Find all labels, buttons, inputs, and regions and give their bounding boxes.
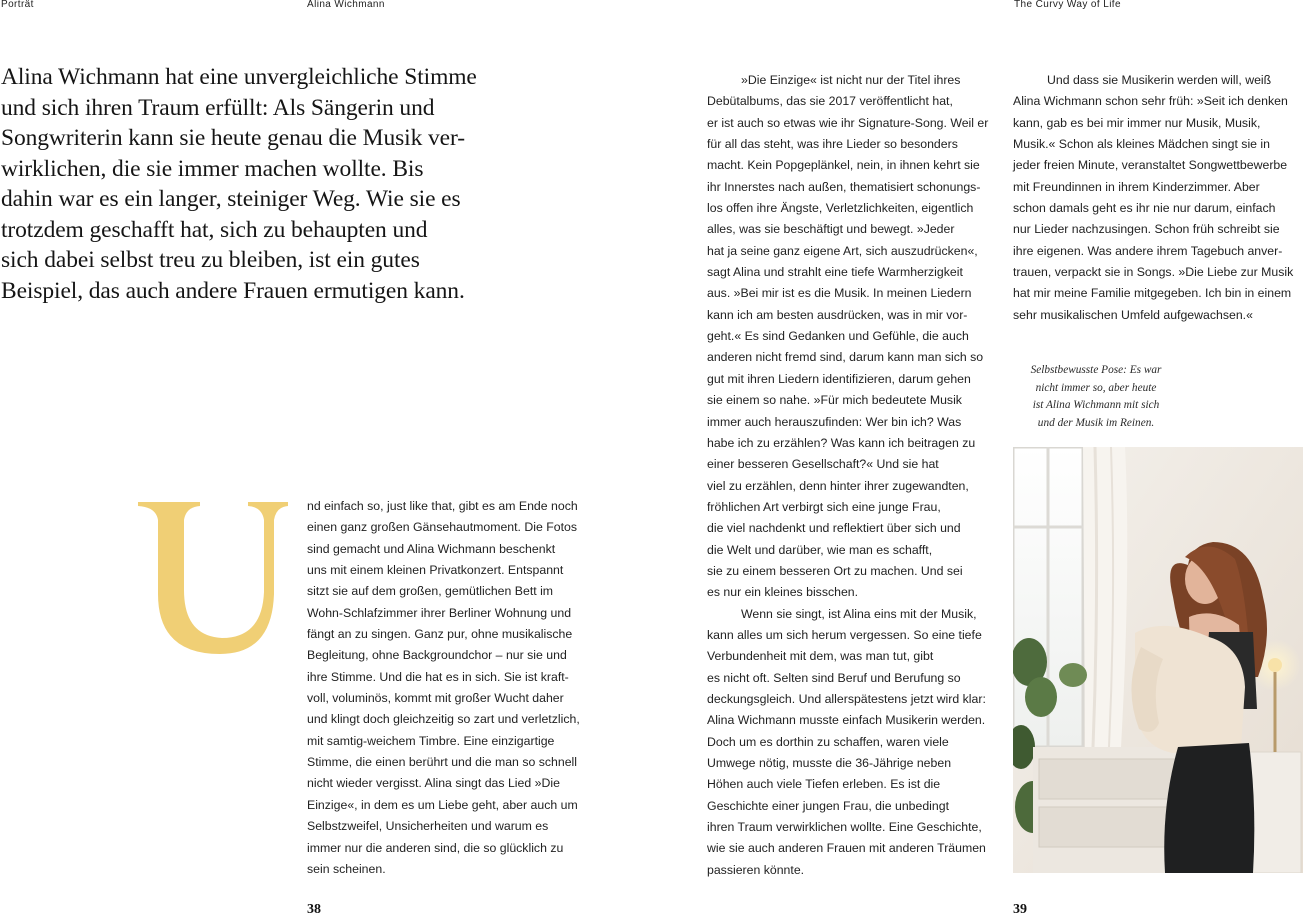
text-line: ihr Innerstes nach außen, thematisiert schonungs- bbox=[707, 179, 981, 194]
caption-line: und der Musik im Reinen. bbox=[1037, 416, 1155, 429]
text-line: jeder freien Minute, veranstaltet Songwettbewerbe bbox=[1013, 158, 1288, 173]
text-line: Verbundenheit mit dem, was man tut, gibt bbox=[707, 649, 934, 664]
text-line: los offen ihre Ängste, Verletzlichkeiten, eigentlich bbox=[707, 201, 974, 216]
text-line: Stimme, die einen berührt und die man so schnell bbox=[307, 755, 577, 770]
intro-text bbox=[1, 62, 541, 306]
text-line: und klingt doch gleichzeitig so zart und verletzlich, bbox=[307, 712, 580, 727]
text-line: Geschichte einer jungen Frau, die unbedingt bbox=[707, 798, 949, 813]
intro-line: sich dabei selbst treu zu bleiben, ist ein gutes bbox=[1, 247, 420, 273]
intro-line: und sich ihren Traum erfüllt: Als Sängerin und bbox=[1, 94, 435, 121]
text-line: mit Freundinnen in ihrem Kinderzimmer. Aber bbox=[1013, 179, 1260, 194]
text-line: sein scheinen. bbox=[307, 861, 386, 876]
text-line: hat mir meine Familie mitgegeben. Ich bin in einem bbox=[1013, 286, 1292, 301]
running-head-magazine: The Curvy Way of Life bbox=[1014, 0, 1121, 10]
text-line: hat ja seine ganz eigene Art, sich auszudrücken«, bbox=[707, 243, 978, 258]
text-line: immer nur die anderen sind, die so glücklich zu bbox=[307, 840, 564, 855]
intro-line: trotzdem geschafft hat, sich zu behaupten und bbox=[1, 216, 428, 243]
text-line: geht.« Es sind Gedanken und Gefühle, die auch bbox=[707, 329, 969, 344]
curtain bbox=[1083, 447, 1127, 747]
page-number-left: 38 bbox=[307, 902, 321, 917]
text-line: sitzt sie auf dem großen, gemütlichen Bett im bbox=[307, 584, 554, 599]
text-line: nur Lieder nachzusingen. Schon früh schreibt sie bbox=[1013, 222, 1280, 237]
text-line: für all das steht, was ihre Lieder so besonders bbox=[707, 137, 958, 152]
text-line: sie zu einem besseren Ort zu machen. Und sei bbox=[707, 563, 963, 578]
text-line: die Welt und darüber, wie man es schafft, bbox=[707, 542, 933, 557]
text-line: Wohn-Schlafzimmer ihrer Berliner Wohnung und bbox=[307, 605, 572, 620]
running-head-name: Alina Wichmann bbox=[307, 0, 385, 10]
caption-line: Selbstbewusste Pose: Es war bbox=[1030, 364, 1162, 376]
intro-line: Beispiel, das auch andere Frauen ermutigen kann. bbox=[1, 277, 465, 304]
text-line: einer besseren Gesellschaft?« Und sie hat bbox=[707, 457, 939, 472]
text-line: passieren könnte. bbox=[707, 862, 805, 877]
text-line: Selbstzweifel, Unsicherheiten und warum es bbox=[307, 819, 549, 834]
text-line: kann, gab es bei mir immer nur Musik, Musik, bbox=[1013, 115, 1261, 130]
text-line: es nicht oft. Selten sind Beruf und Berufung so bbox=[707, 670, 961, 685]
caption-line: nicht immer so, aber heute bbox=[1035, 381, 1157, 394]
photo-caption bbox=[1013, 362, 1179, 432]
text-line: es nur ein kleines bisschen. bbox=[707, 585, 859, 600]
text-line: Umwege nötig, musste die 36-Jährige neben bbox=[707, 756, 952, 770]
text-line: aus. »Bei mir ist es die Musik. In meinen Liedern bbox=[707, 286, 972, 301]
text-line: »Die Einzige« ist nicht nur der Titel ihres bbox=[741, 73, 961, 87]
text-line: wie sie auch anderen Frauen mit anderen Träumen bbox=[707, 841, 986, 856]
text-line: Und dass sie Musikerin werden will, weiß bbox=[1047, 73, 1272, 87]
intro-line: dahin war es ein langer, steiniger Weg. Wie sie es bbox=[1, 186, 461, 212]
text-line: fängt an zu singen. Ganz pur, ohne musikalische bbox=[307, 627, 573, 642]
text-line: Musik.« Schon als kleines Mädchen singt sie in bbox=[1013, 137, 1270, 152]
text-line: Wenn sie singt, ist Alina eins mit der Musik, bbox=[741, 606, 977, 621]
text-line: Doch um es dorthin zu schaffen, waren viele bbox=[707, 734, 949, 749]
text-line: Alina Wichmann musste einfach Musikerin werden. bbox=[707, 713, 986, 728]
body-column-2 bbox=[707, 70, 988, 881]
text-line: sagt Alina und strahlt eine tiefe Warmherzigkeit bbox=[707, 265, 963, 280]
text-line: Alina Wichmann schon sehr früh: »Seit ich denken bbox=[1013, 94, 1288, 109]
intro-line: wirklichen, die sie immer machen wollte. Bis bbox=[1, 155, 424, 182]
text-line: Einzige«, in dem es um Liebe geht, aber auch um bbox=[307, 797, 578, 812]
drop-cap-letter bbox=[138, 502, 288, 654]
drop-cap bbox=[136, 498, 290, 656]
intro-line: Songwriterin kann sie heute genau die Musik ver- bbox=[1, 125, 465, 151]
text-line: fröhlichen Art verbirgt sich eine junge Frau, bbox=[707, 499, 941, 514]
intro-line: Alina Wichmann hat eine unvergleichliche Stimme bbox=[1, 64, 477, 90]
text-line: mit samtig-weichem Timbre. Eine einzigartige bbox=[307, 733, 555, 748]
text-line: ihre eigenen. Was andere ihrem Tagebuch anver- bbox=[1013, 243, 1283, 258]
text-line: sie einem so nahe. »Für mich bedeutete Musik bbox=[707, 393, 962, 408]
text-line: nd einfach so, just like that, gibt es am Ende noch bbox=[307, 499, 578, 513]
text-line: kann alles um sich herum vergessen. So eine tiefe bbox=[707, 627, 982, 642]
text-line: die viel nachdenkt und reflektiert über sich und bbox=[707, 521, 961, 536]
text-line: immer auch herauszufinden: Wer bin ich? Was bbox=[707, 414, 962, 429]
text-line: voll, voluminös, kommt mit großer Wucht daher bbox=[307, 691, 564, 706]
text-line: kann ich am besten ausdrücken, was in mir vor- bbox=[707, 307, 968, 322]
caption-line: ist Alina Wichmann mit sich bbox=[1032, 399, 1160, 412]
body-column-1 bbox=[307, 496, 580, 880]
text-line: trauen, verpackt sie in Songs. »Die Liebe zur Musik bbox=[1013, 265, 1294, 280]
text-line: Höhen auch viele Tiefen erleben. Es ist die bbox=[707, 777, 941, 792]
text-line: ihre Stimme. Und die hat es in sich. Sie ist kraft- bbox=[307, 669, 569, 684]
text-line: sehr musikalischen Umfeld aufgewachsen.« bbox=[1013, 307, 1253, 322]
text-line: deckungsgleich. Und allerspätestens jetzt wird klar: bbox=[707, 691, 986, 706]
text-line: anderen nicht fremd sind, darum kann man sich so bbox=[707, 350, 984, 365]
text-line: alles, was sie beschäftigt und bewegt. »Jeder bbox=[707, 222, 955, 237]
text-line: sind gemacht und Alina Wichmann beschenkt bbox=[307, 541, 556, 556]
text-line: gut mit ihren Liedern identifizieren, darum gehen bbox=[707, 371, 971, 386]
text-line: nicht wieder vergisst. Alina singt das Lied »Die bbox=[307, 776, 560, 791]
text-line: habe ich zu erzählen? Was kann ich beitragen zu bbox=[707, 435, 976, 450]
text-line: einen ganz großen Gänsehautmoment. Die Fotos bbox=[307, 520, 578, 535]
text-line: schon damals geht es ihr nie nur darum, einfach bbox=[1013, 201, 1276, 216]
text-line: Debütalbums, das sie 2017 veröffentlicht hat, bbox=[707, 94, 953, 109]
text-line: ihren Traum verwirklichen wollte. Eine Geschichte, bbox=[707, 820, 982, 835]
body-column-3 bbox=[1013, 70, 1293, 326]
portrait-photo bbox=[1013, 447, 1303, 873]
running-head-section: Porträt bbox=[1, 0, 34, 10]
text-line: er ist auch so etwas wie ihr Signature-Song. Weil er bbox=[707, 115, 989, 130]
text-line: viel zu erzählen, denn hinter ihrer zugewandten, bbox=[707, 478, 969, 493]
text-line: macht. Kein Popgeplänkel, nein, in ihnen kehrt sie bbox=[707, 158, 980, 173]
lamp bbox=[1268, 658, 1282, 672]
text-line: uns mit einem kleinen Privatkonzert. Entspannt bbox=[307, 563, 564, 578]
page-number-right: 39 bbox=[1013, 902, 1027, 917]
text-line: Begleitung, ohne Backgroundchor – nur sie und bbox=[307, 648, 567, 663]
